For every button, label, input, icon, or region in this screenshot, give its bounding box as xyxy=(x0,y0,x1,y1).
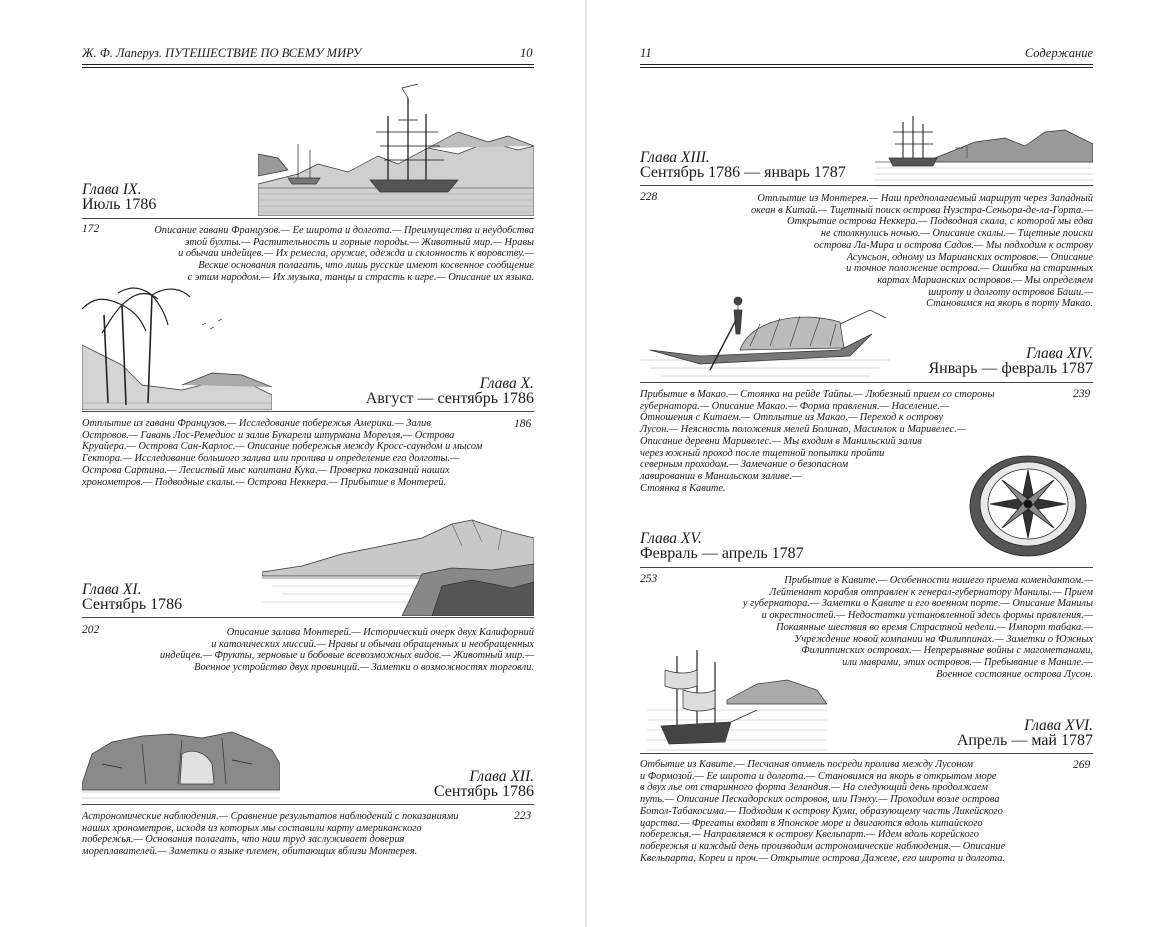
summary-line: Открытие острова Неккера.— Подводная скала, с которой мы едва xyxy=(787,216,1093,228)
summary-line: Лусон.— Неясность положения мелей Болинао, Масинлок и Маривелес.— xyxy=(640,424,966,436)
summary-line: губернатора.— Описание Макао.— Форма правления.— Население.— xyxy=(640,400,950,412)
chapter-label: Глава XIV. xyxy=(1026,345,1093,362)
summary-line: Отплытие из Монтерея.— Наш предполагаемый маршрут через Западный xyxy=(757,193,1093,204)
summary-line: и точное положение острова.— Ошибка на старинных xyxy=(846,263,1093,275)
chapter-label: Глава XIII. xyxy=(640,149,710,166)
chapter-date: Сентябрь 1786 xyxy=(82,596,183,613)
header-rule-thin xyxy=(82,67,534,68)
header-rule xyxy=(82,64,534,65)
summary-line: Филиппинских островах.— Непрерывные войны с магометанами, xyxy=(801,645,1093,657)
summary-line: Лейтенант корабля отправлен к генерал-губернатору Манилы.— Прием xyxy=(769,586,1093,598)
chapter-heading xyxy=(360,769,534,799)
summary-line: хронометров.— Подводные скалы.— Острова Неккера.— Прибытие в Монтерей. xyxy=(82,476,447,488)
summary-line: острова Ла-Мира и острова Садов.— Мы подходим к острову xyxy=(814,239,1093,251)
summary-line: Веские основания полагать, что лишь русские имеют косвенное сообщение xyxy=(198,260,534,272)
chapter-page: 239 xyxy=(1073,388,1091,400)
chapter-label: Глава X. xyxy=(479,375,534,392)
chapter-label: Глава XI. xyxy=(82,581,142,598)
chapter-rule xyxy=(82,218,534,219)
chapter-page: 223 xyxy=(514,810,532,822)
chapter-label: Глава XV. xyxy=(640,530,702,547)
chapter-rule xyxy=(82,411,534,412)
summary-line: царства.— Фрегаты входят в Японское море и двигаются вдоль китайского xyxy=(640,817,983,829)
left-page xyxy=(0,0,585,927)
summary-line: картах Марианских островов.— Мы определяем xyxy=(877,274,1093,286)
summary-line: и обычаи индейцев.— Их ремесла, оружие, одежда и склонность к воровству.— xyxy=(178,248,534,260)
summary-line: Асунсьон, одному из Марианских островов.— Описание xyxy=(846,251,1093,263)
chapter-rule xyxy=(640,382,1093,383)
summary-line: через южный проход после тщетной попытки пройти xyxy=(640,447,885,459)
chapter-heading xyxy=(640,150,846,180)
chapter-label: Глава XVI. xyxy=(1024,717,1093,734)
chapter-summary xyxy=(640,759,1005,864)
sampan-boat-engraving xyxy=(640,290,890,382)
summary-line: Квельпарта, Кореи и проч.— Открытие острова Дажеле, его широта и долгота. xyxy=(640,852,1006,864)
chapter-date: Август — сентябрь 1786 xyxy=(365,390,534,407)
summary-line: широту и долготу островов Баши.— xyxy=(928,286,1093,298)
chapter-page: 269 xyxy=(1073,759,1091,771)
chapter-label: Глава IX. xyxy=(82,181,142,198)
chapter-rule xyxy=(82,804,534,805)
summary-line: не столкнулись ночью.— Описание скалы.— Тщетные поиски xyxy=(820,228,1093,240)
chapter-heading xyxy=(360,376,534,406)
chapter-summary xyxy=(82,811,458,858)
cliff-island-engraving xyxy=(82,724,280,804)
summary-line: наших хронометров, исходя из которых мы составили карту американского xyxy=(82,822,422,834)
summary-line: лавировании в Манильском заливе.— xyxy=(640,470,802,482)
palms-coast-engraving xyxy=(82,285,272,410)
summary-line: Отплытие из гавани Французов.— Исследование побережья Америки.— Залив xyxy=(82,418,431,429)
summary-line: Островов.— Гавань Лос-Ремедиос и залив Букарели штурмана Морелля.— Острова xyxy=(82,429,455,441)
chapter-page: 172 xyxy=(82,223,100,235)
chapter-page: 253 xyxy=(640,573,658,585)
summary-line: Прибытие в Кавите.— Особенности нашего приема комендантом.— xyxy=(784,575,1093,586)
chapter-page: 202 xyxy=(82,624,100,636)
summary-line: Ботол-Табакосима.— Подходим к острову Куми, образующему часть Ликейского xyxy=(640,805,1003,817)
summary-line: индейцев.— Фрукты, зерновые и бобовые всевозможных видов.— Животный мир.— xyxy=(159,650,534,662)
chapter-date: Январь — февраль 1787 xyxy=(928,360,1093,377)
chapter-heading xyxy=(82,182,156,212)
summary-line: побережья и каждый день производим астрономические наблюдения.— Описание xyxy=(640,840,1006,852)
summary-line: в двух лье от старинного форта Зеландия.— На следующий день продолжаем xyxy=(640,782,988,794)
running-header-title: Содержание xyxy=(1024,46,1093,60)
chapter-rule xyxy=(640,567,1093,568)
summary-line: океан в Китай.— Тщетный поиск острова Нуэстра-Сеньора-де-ла-Горта.— xyxy=(750,204,1093,216)
compass-rose-engraving xyxy=(965,450,1091,560)
chapter-summary xyxy=(82,418,482,488)
summary-line: Военное состояние острова Лусон. xyxy=(936,668,1093,680)
rocky-coast-engraving xyxy=(262,516,534,616)
chapter-date: Февраль — апрель 1787 xyxy=(640,545,804,562)
chapter-heading xyxy=(640,531,804,561)
summary-line: Военное устройство двух провинций.— Заметки о возможностях торговли. xyxy=(194,662,534,674)
summary-line: мореплавателей.— Заметки о языке племен, обитающих вблизи Монтерея. xyxy=(82,846,418,858)
summary-line: Гектора.— Исследование большого залива или пролива и определение его долготы.— xyxy=(82,453,460,465)
chapter-date: Сентябрь 1786 xyxy=(433,783,534,800)
summary-line: Отношения с Китаем.— Отплытие из Макао.— Переход к острову xyxy=(640,412,944,424)
header-rule xyxy=(640,64,1093,65)
chapter-heading xyxy=(887,718,1093,748)
chapter-page: 186 xyxy=(514,418,532,430)
summary-line: Становимся на якорь в порту Макао. xyxy=(926,298,1093,310)
chapter-heading xyxy=(82,582,182,612)
chapter-summary xyxy=(154,225,534,284)
summary-line: с этим народом.— Их музыка, танцы и страсть к игре.— Описание их языка. xyxy=(187,271,534,283)
chapter-rule xyxy=(640,753,1093,754)
ships-mountains-engraving xyxy=(875,112,1093,188)
running-header-title: Ж. Ф. Лаперуз. ПУТЕШЕСТВИЕ ПО ВСЕМУ МИРУ xyxy=(82,46,362,60)
summary-line: Прибытие в Макао.— Стоянка на рейде Тайпы.— Любезный прием со стороны xyxy=(640,389,995,400)
summary-line: Острова Сартина.— Лесистый мыс капитана Кука.— Проверка показаний наших xyxy=(82,464,450,476)
chapter-rule xyxy=(82,617,534,618)
summary-line: у губернатора.— Заметки о Кавите и его военном порте.— Описание Манилы xyxy=(742,598,1093,610)
summary-line: путь.— Описание Пескадорских островов, или Пэнху.— Проходим возле острова xyxy=(640,794,1000,806)
summary-line: Описание залива Монтерей.— Исторический очерк двух Калифорний xyxy=(226,627,534,638)
sailing-ship-engraving xyxy=(647,650,827,754)
right-page xyxy=(587,0,1172,927)
chapter-date: Июль 1786 xyxy=(82,196,157,213)
summary-line: этой бухты.— Растительность и горные породы.— Животный мир.— Нравы xyxy=(184,236,534,248)
chapter-date: Сентябрь 1786 — январь 1787 xyxy=(640,164,846,181)
summary-line: Описание гавани Французов.— Ее широта и долгота.— Преимущества и неудобства xyxy=(154,225,534,236)
chapter-date: Апрель — май 1787 xyxy=(956,732,1093,749)
summary-line: побережья.— Основания полагать, что наш труд заслуживает доверия xyxy=(82,834,405,846)
summary-line: Учреждение новой компании на Филиппинах.— Заметки о Южных xyxy=(794,633,1093,645)
summary-line: побережья.— Направляемся к острову Квельпарт.— Идем вдоль корейского xyxy=(640,829,979,841)
summary-line: Отбытие из Кавите.— Песчаная отмель посреди пролива между Лусоном xyxy=(640,759,973,770)
summary-line: Описание деревни Маривелес.— Мы входим в Манильский залив xyxy=(640,435,922,447)
summary-line: Астрономические наблюдения.— Сравнение результатов наблюдений с показаниями xyxy=(82,811,459,822)
summary-line: и окрестностей.— Недостатки установленной здесь формы правления.— xyxy=(761,610,1093,622)
summary-line: Стоянка в Кавите. xyxy=(640,482,726,494)
page-number: 10 xyxy=(520,46,533,60)
summary-line: северным проходом.— Замечание о безопасном xyxy=(640,459,849,471)
chapter-label: Глава XII. xyxy=(469,768,534,785)
ships-bay-engraving xyxy=(258,84,534,216)
summary-line: Круайера.— Острова Сан-Карлос.— Описание побережья между Кросс-саундом и мысом xyxy=(82,441,483,453)
summary-line: или маврами, этих островов.— Пребывание в Маниле.— xyxy=(842,656,1093,668)
header-rule-thin xyxy=(640,67,1093,68)
chapter-heading xyxy=(887,346,1093,376)
page-number: 11 xyxy=(640,46,652,60)
summary-line: Покаянные шествия во время Страстной недели.— Импорт табака.— xyxy=(776,621,1093,633)
chapter-rule xyxy=(640,185,1093,186)
chapter-page: 228 xyxy=(640,191,658,203)
chapter-summary xyxy=(160,627,534,674)
summary-line: и католических миссий.— Нравы и обычаи обращенных и необращенных xyxy=(211,638,534,650)
summary-line: и Формозой.— Ее широта и долгота.— Становимся на якорь в открытом море xyxy=(640,770,997,782)
chapter-summary xyxy=(640,389,995,494)
